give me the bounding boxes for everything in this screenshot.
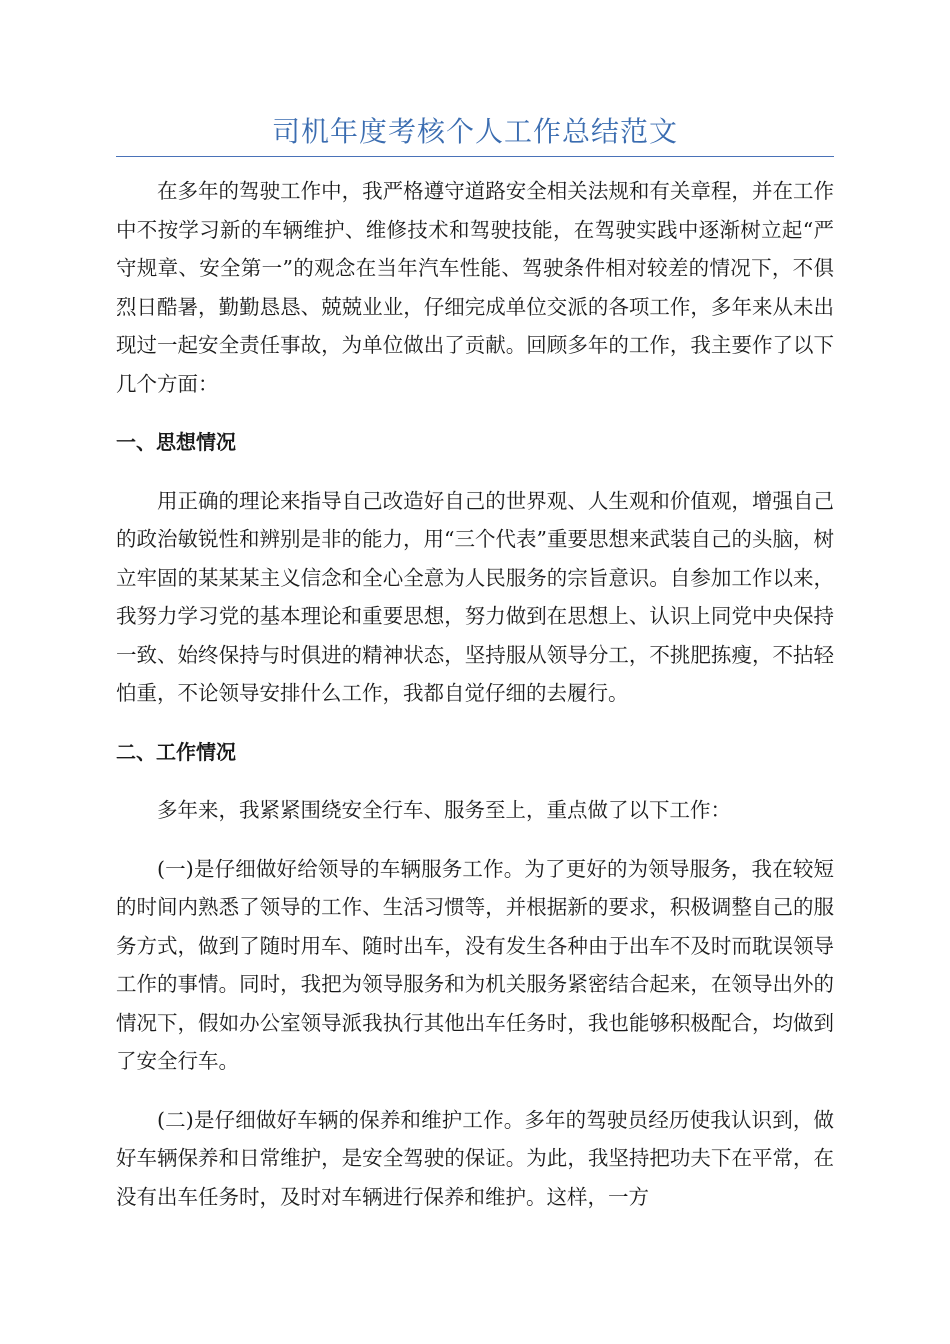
paragraph-work-item-1: (一)是仔细做好给领导的车辆服务工作。为了更好的为领导服务，我在较短的时间内熟悉了领导的工作、生活习惯等，并根据新的要求，积极调整自己的服务方式，做到了随时用车、随时出车，没有发生各种由于出车不及时而耽误领导工作的事情。同时，我把为领导服务和为机关服务紧密结合起来，在领导出外的情况下，假如办公室领导派我执行其他出车任务时，我也能够积极配合，均做到了安全行车。 [116, 856, 834, 1073]
paragraph-work-item-2: (二)是仔细做好车辆的保养和维护工作。多年的驾驶员经历使我认识到，做好车辆保养和日常维护，是安全驾驶的保证。为此，我坚持把功夫下在平常，在没有出车任务时，及时对车辆进行保养和维护。这样，一方 [116, 1107, 834, 1209]
paragraph-thought: 用正确的理论来指导自己改造好自己的世界观、人生观和价值观，增强自己的政治敏锐性和辨别是非的能力，用“三个代表”重要思想来武装自己的头脑，树立牢固的某某某主义信念和全心全意为人民服务的宗旨意识。自参加工作以来，我努力学习党的基本理论和重要思想，努力做到在思想上、认识上同党中央保持一致、始终保持与时俱进的精神状态，坚持服从领导分工，不挑肥拣瘦，不拈轻怕重，不论领导安排什么工作，我都自觉仔细的去履行。 [116, 488, 834, 705]
paragraph-intro: 在多年的驾驶工作中，我严格遵守道路安全相关法规和有关章程，并在工作中不按学习新的车辆维护、维修技术和驾驶技能，在驾驶实践中逐渐树立起“严守规章、安全第一”的观念在当年汽车性能、驾驶条件相对较差的情况下，不俱烈日酷暑，勤勤恳恳、兢兢业业，仔细完成单位交派的各项工作，多年来从未出现过一起安全责任事故，为单位做出了贡献。回顾多年的工作，我主要作了以下几个方面： [116, 179, 834, 396]
section-heading-work: 二、工作情况 [116, 739, 236, 764]
paragraph-work-intro: 多年来，我紧紧围绕安全行车、服务至上，重点做了以下工作： [157, 798, 731, 822]
document-body [116, 172, 834, 1236]
document-title: 司机年度考核个人工作总结范文 [271, 115, 678, 148]
section-heading-thought: 一、思想情况 [116, 430, 236, 454]
title-block [116, 112, 834, 157]
